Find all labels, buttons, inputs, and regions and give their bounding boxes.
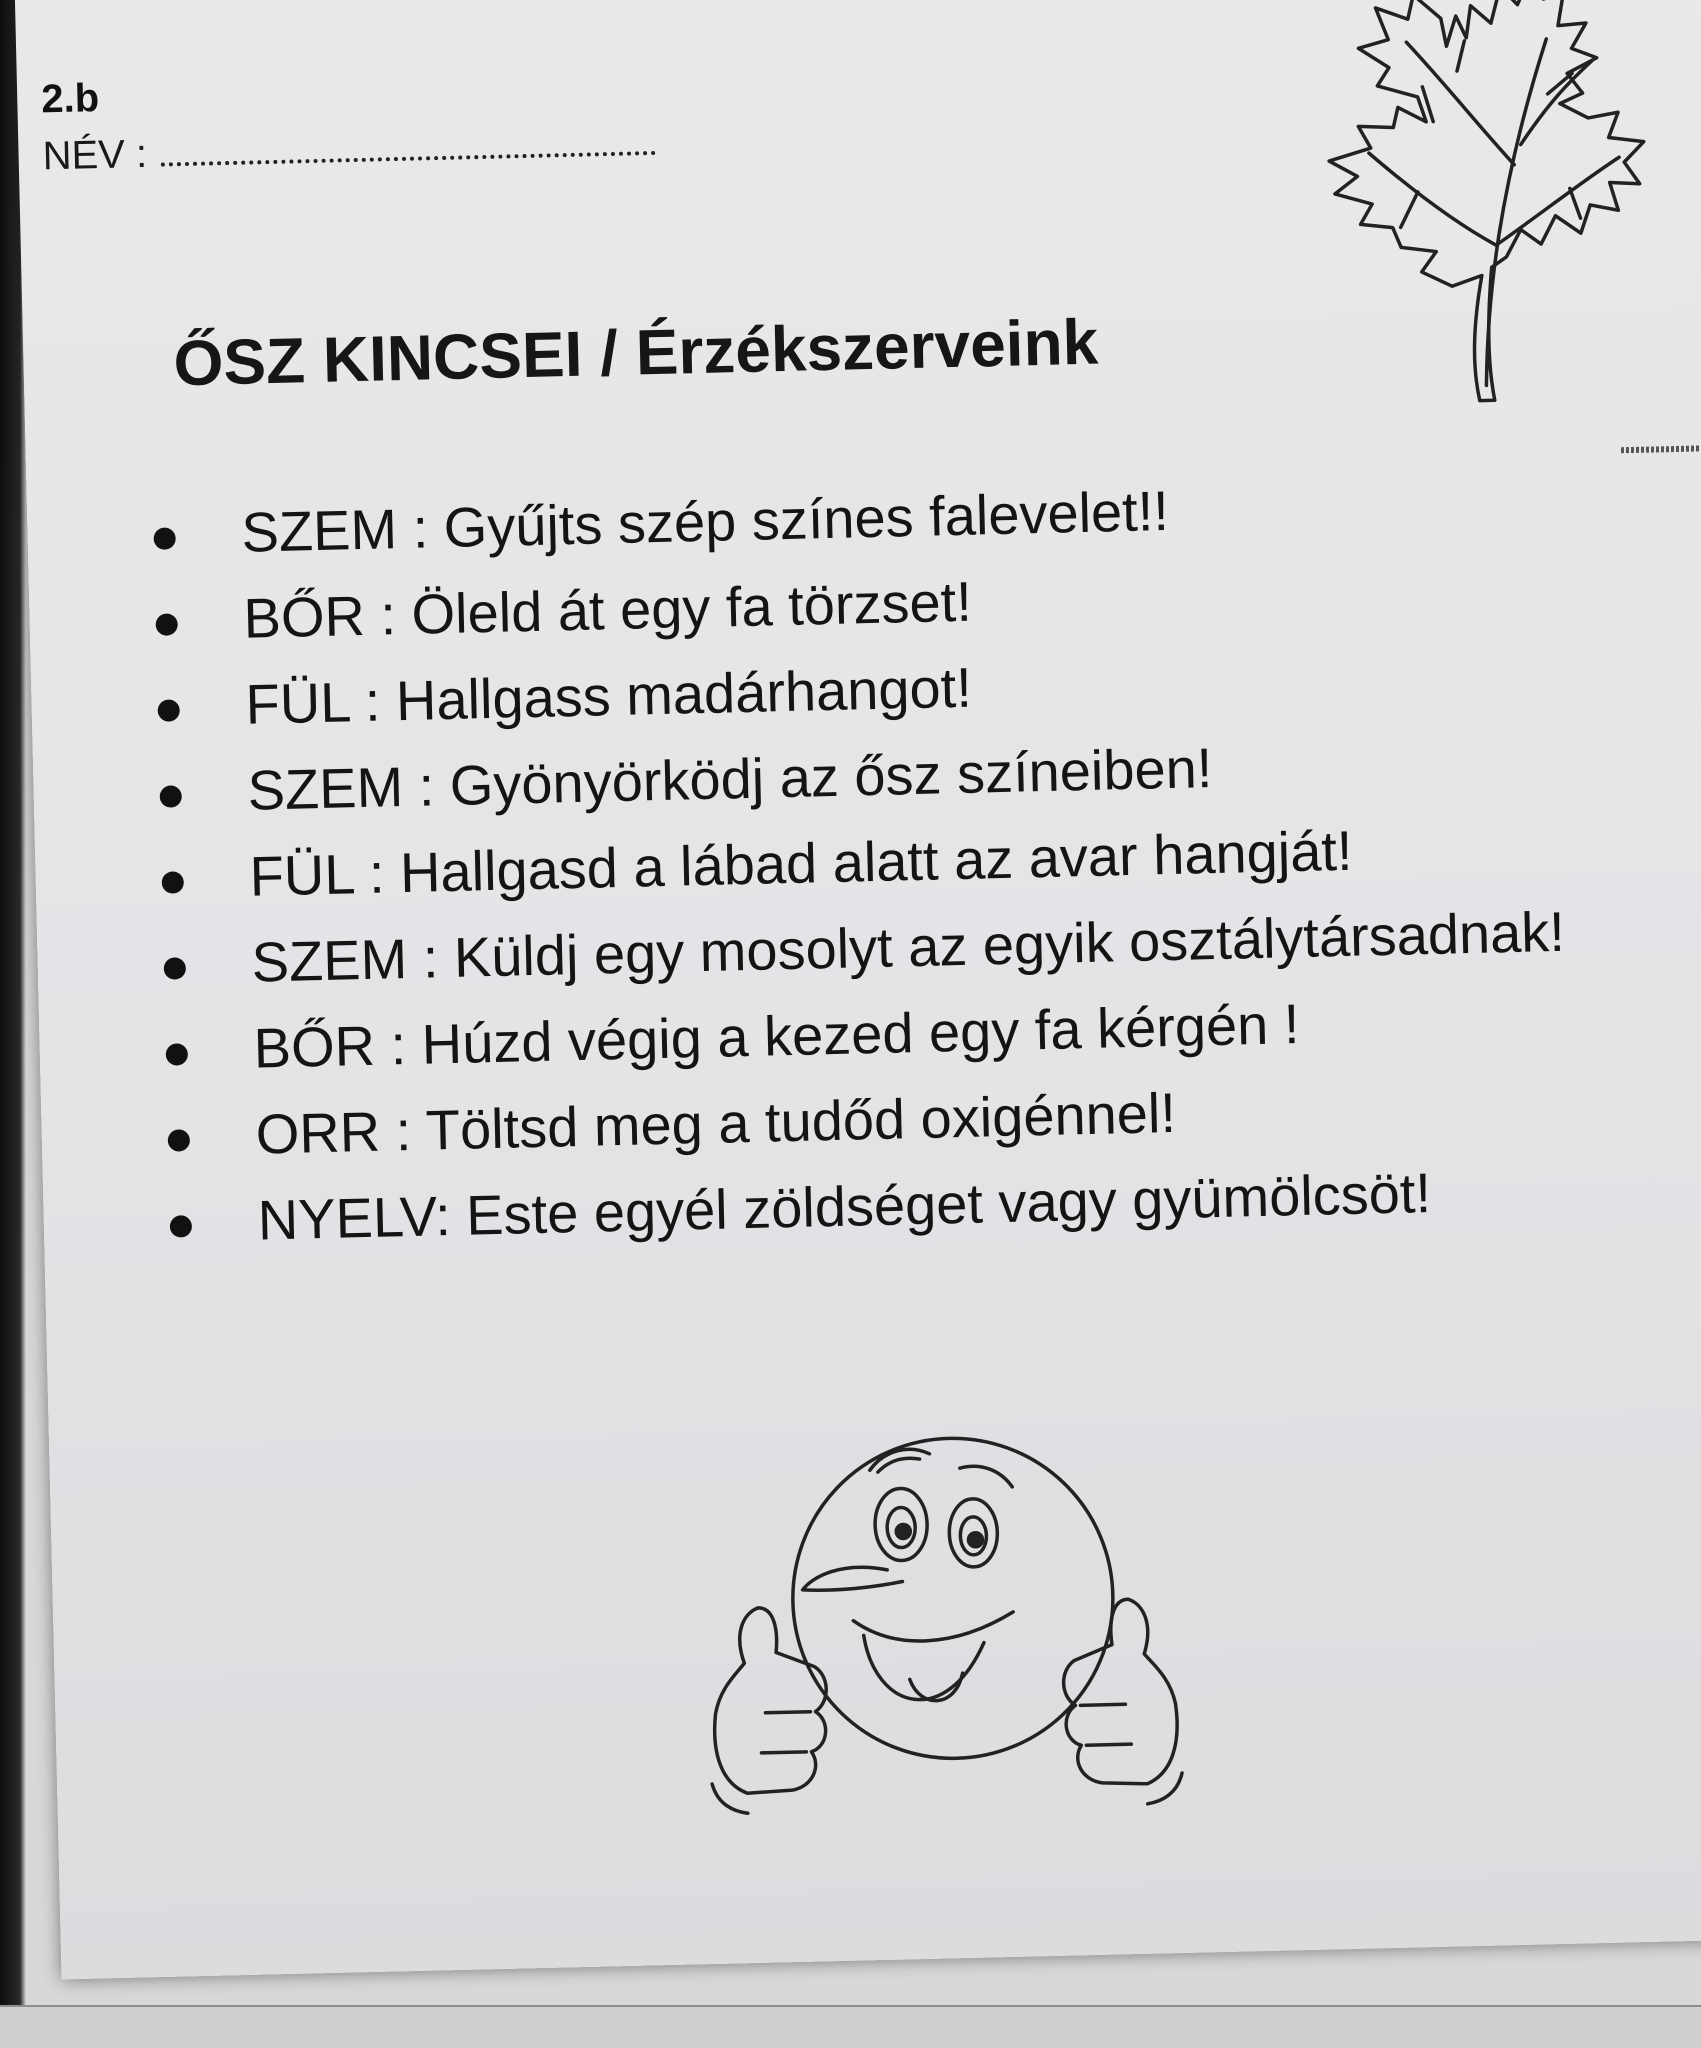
list-item <box>157 655 973 760</box>
list-item <box>169 1160 1432 1276</box>
task-text: NYELV: Este egyél zöldséget vagy gyümölcsöt! <box>257 1160 1432 1252</box>
bullet-icon <box>170 1215 193 1238</box>
name-label: NÉV : <box>42 131 148 179</box>
list-item <box>163 899 1566 1018</box>
task-text: SZEM : Küldj egy mosolyt az egyik osztálytársadnak! <box>250 899 1566 994</box>
list-item <box>155 569 973 674</box>
list-item <box>167 1080 1177 1190</box>
task-text: SZEM : Gyűjts szép színes falevelet!! <box>240 478 1170 564</box>
name-blank-line[interactable] <box>161 121 657 167</box>
bullet-icon <box>164 957 187 980</box>
list-item <box>153 478 1170 588</box>
bullet-icon <box>153 527 176 550</box>
list-item <box>165 992 1301 1104</box>
task-text: ORR : Töltsd meg a tudőd oxigénnel! <box>254 1080 1177 1166</box>
class-label: 2.b <box>40 76 100 122</box>
bullet-icon <box>155 613 178 636</box>
bullet-icon <box>157 699 180 722</box>
thumbs-up-smiley-icon <box>698 1403 1188 1834</box>
bullet-icon <box>166 1043 189 1066</box>
worksheet-page <box>14 0 1701 1979</box>
task-text: FÜL : Hallgasd a lábad alatt az avar hangját! <box>248 818 1354 908</box>
maple-leaf-icon <box>1294 0 1685 410</box>
bullet-icon <box>159 785 182 808</box>
table-surface <box>0 2005 1701 2048</box>
worksheet-title: ŐSZ KINCSEI / Érzékszerveink <box>172 305 1099 400</box>
list-item <box>161 818 1354 932</box>
task-text: BŐR : Húzd végig a kezed egy fa kérgén ! <box>252 992 1301 1080</box>
bullet-icon <box>168 1129 191 1152</box>
leaf-credit-mark <box>1621 445 1701 453</box>
task-text: SZEM : Gyönyörködj az ősz színeiben! <box>246 736 1213 822</box>
name-row <box>42 120 656 179</box>
task-list <box>153 478 1566 1276</box>
list-item <box>159 736 1213 846</box>
task-text: FÜL : Hallgass madárhangot! <box>244 655 973 736</box>
bullet-icon <box>162 871 185 894</box>
task-text: BŐR : Öleld át egy fa törzset! <box>242 569 973 650</box>
